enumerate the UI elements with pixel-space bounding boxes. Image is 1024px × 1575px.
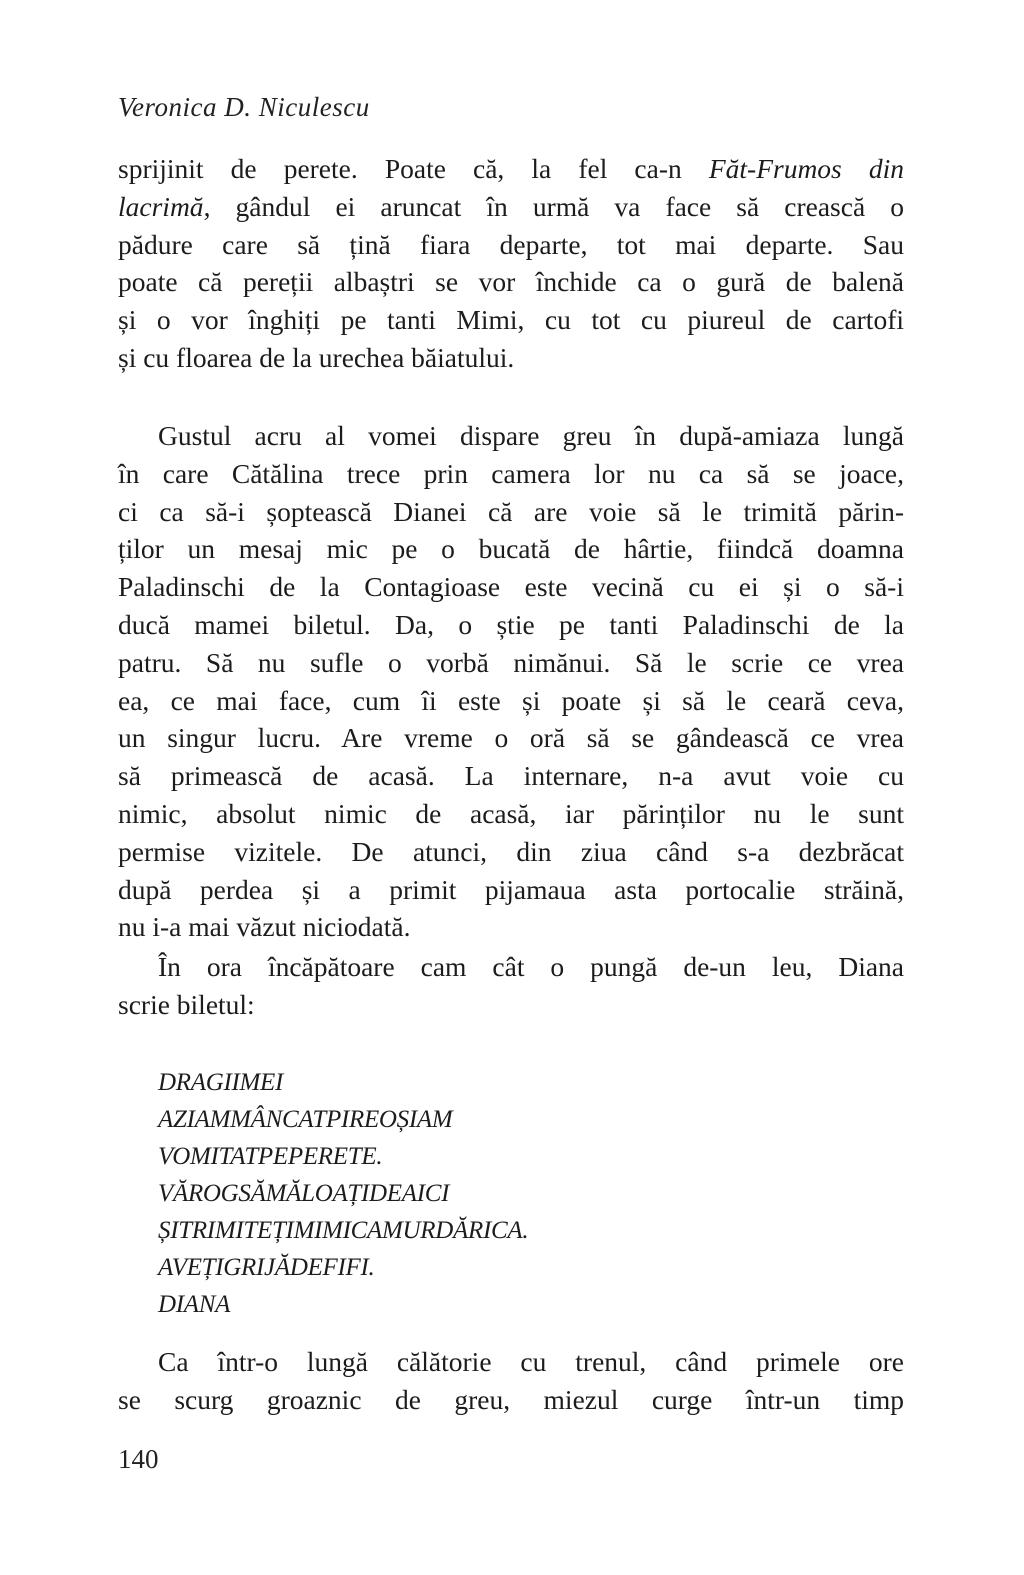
note-line: VOMITATPEPERETE. bbox=[158, 1143, 383, 1170]
text-line: după perdea și a primit pijamaua asta portocalie străină, bbox=[118, 873, 904, 905]
text-line: în care Cătălina trece prin camera lor nu ca să se joace, bbox=[118, 457, 904, 489]
paragraph bbox=[118, 948, 904, 1024]
text-line: ci ca să-i șoptească Dianei că are voie să le trimită părin- bbox=[118, 495, 904, 527]
note-line: DIANA bbox=[158, 1291, 231, 1318]
text-line: permise vizitele. De atunci, din ziua când s-a dezbrăcat bbox=[118, 835, 904, 867]
text-line: Paladinschi de la Contagioase este vecină cu ei și o să-i bbox=[118, 571, 904, 603]
text-line: ea, ce mai face, cum îi este și poate și să le ceară ceva, bbox=[118, 684, 904, 716]
text-line: nu i-a mai văzut niciodată. bbox=[118, 911, 411, 943]
paragraph bbox=[118, 417, 904, 946]
note-line: ȘITRIMITEȚIMIMICAMURDĂRICA. bbox=[158, 1217, 529, 1244]
text-line: patru. Să nu sufle o vorbă nimănui. Să le scrie ce vrea bbox=[118, 646, 904, 678]
text-line: pădure care să țină fiara departe, tot mai departe. Sau bbox=[118, 228, 904, 260]
text-line: să primească de acasă. La internare, n-a avut voie cu bbox=[118, 760, 904, 792]
note-line: DRAGIIMEI bbox=[158, 1069, 284, 1096]
paragraph bbox=[118, 1343, 904, 1419]
text-line: și cu floarea de la urechea băiatului. bbox=[118, 341, 515, 373]
text-line: În ora încăpătoare cam cât o pungă de-un leu, Diana bbox=[158, 951, 904, 982]
page-number: 140 bbox=[118, 1444, 159, 1474]
text-line: Ca într-o lungă călătorie cu trenul, când primele ore bbox=[158, 1346, 904, 1377]
running-header-author: Veronica D. Niculescu bbox=[118, 92, 370, 122]
handwritten-note bbox=[158, 1064, 528, 1323]
text-line: un singur lucru. Are vreme o oră să se gândească ce vrea bbox=[118, 722, 904, 754]
note-line: AZIAMMÂNCATPIREOȘIAM bbox=[158, 1106, 453, 1133]
text-line: ților un mesaj mic pe o bucată de hârtie, fiindcă doamna bbox=[118, 533, 904, 565]
book-title-italic: Făt-Frumos din bbox=[708, 153, 904, 184]
text-run: , gândul ei aruncat în urmă va face să crească o bbox=[203, 190, 904, 222]
text-line: nimic, absolut nimic de acasă, iar părinților nu le sunt bbox=[118, 797, 904, 829]
note-line: VĂROGSĂMĂLOAȚIDEAICI bbox=[158, 1180, 450, 1207]
text-line bbox=[118, 188, 904, 226]
note-line: AVEȚIGRIJĂDEFIFI. bbox=[158, 1254, 375, 1281]
text-line: scrie biletul: bbox=[118, 988, 255, 1020]
text-line: și o vor înghiți pe tanti Mimi, cu tot cu piureul de cartofi bbox=[118, 304, 904, 336]
paragraph-continuation bbox=[118, 150, 904, 377]
book-title-italic: lacrimă bbox=[118, 190, 204, 222]
text-line: Gustul acru al vomei dispare greu în după-amiaza lungă bbox=[158, 420, 904, 451]
text-run: sprijinit de perete. Poate că, la fel ca-n bbox=[118, 153, 709, 184]
text-line: ducă mamei biletul. Da, o știe pe tanti Paladinschi de la bbox=[118, 608, 904, 640]
text-line bbox=[118, 150, 904, 188]
text-line: se scurg groaznic de greu, miezul curge într-un timp bbox=[118, 1383, 904, 1415]
text-line: poate că pereții albaștri se vor închide ca o gură de balenă bbox=[118, 266, 904, 298]
